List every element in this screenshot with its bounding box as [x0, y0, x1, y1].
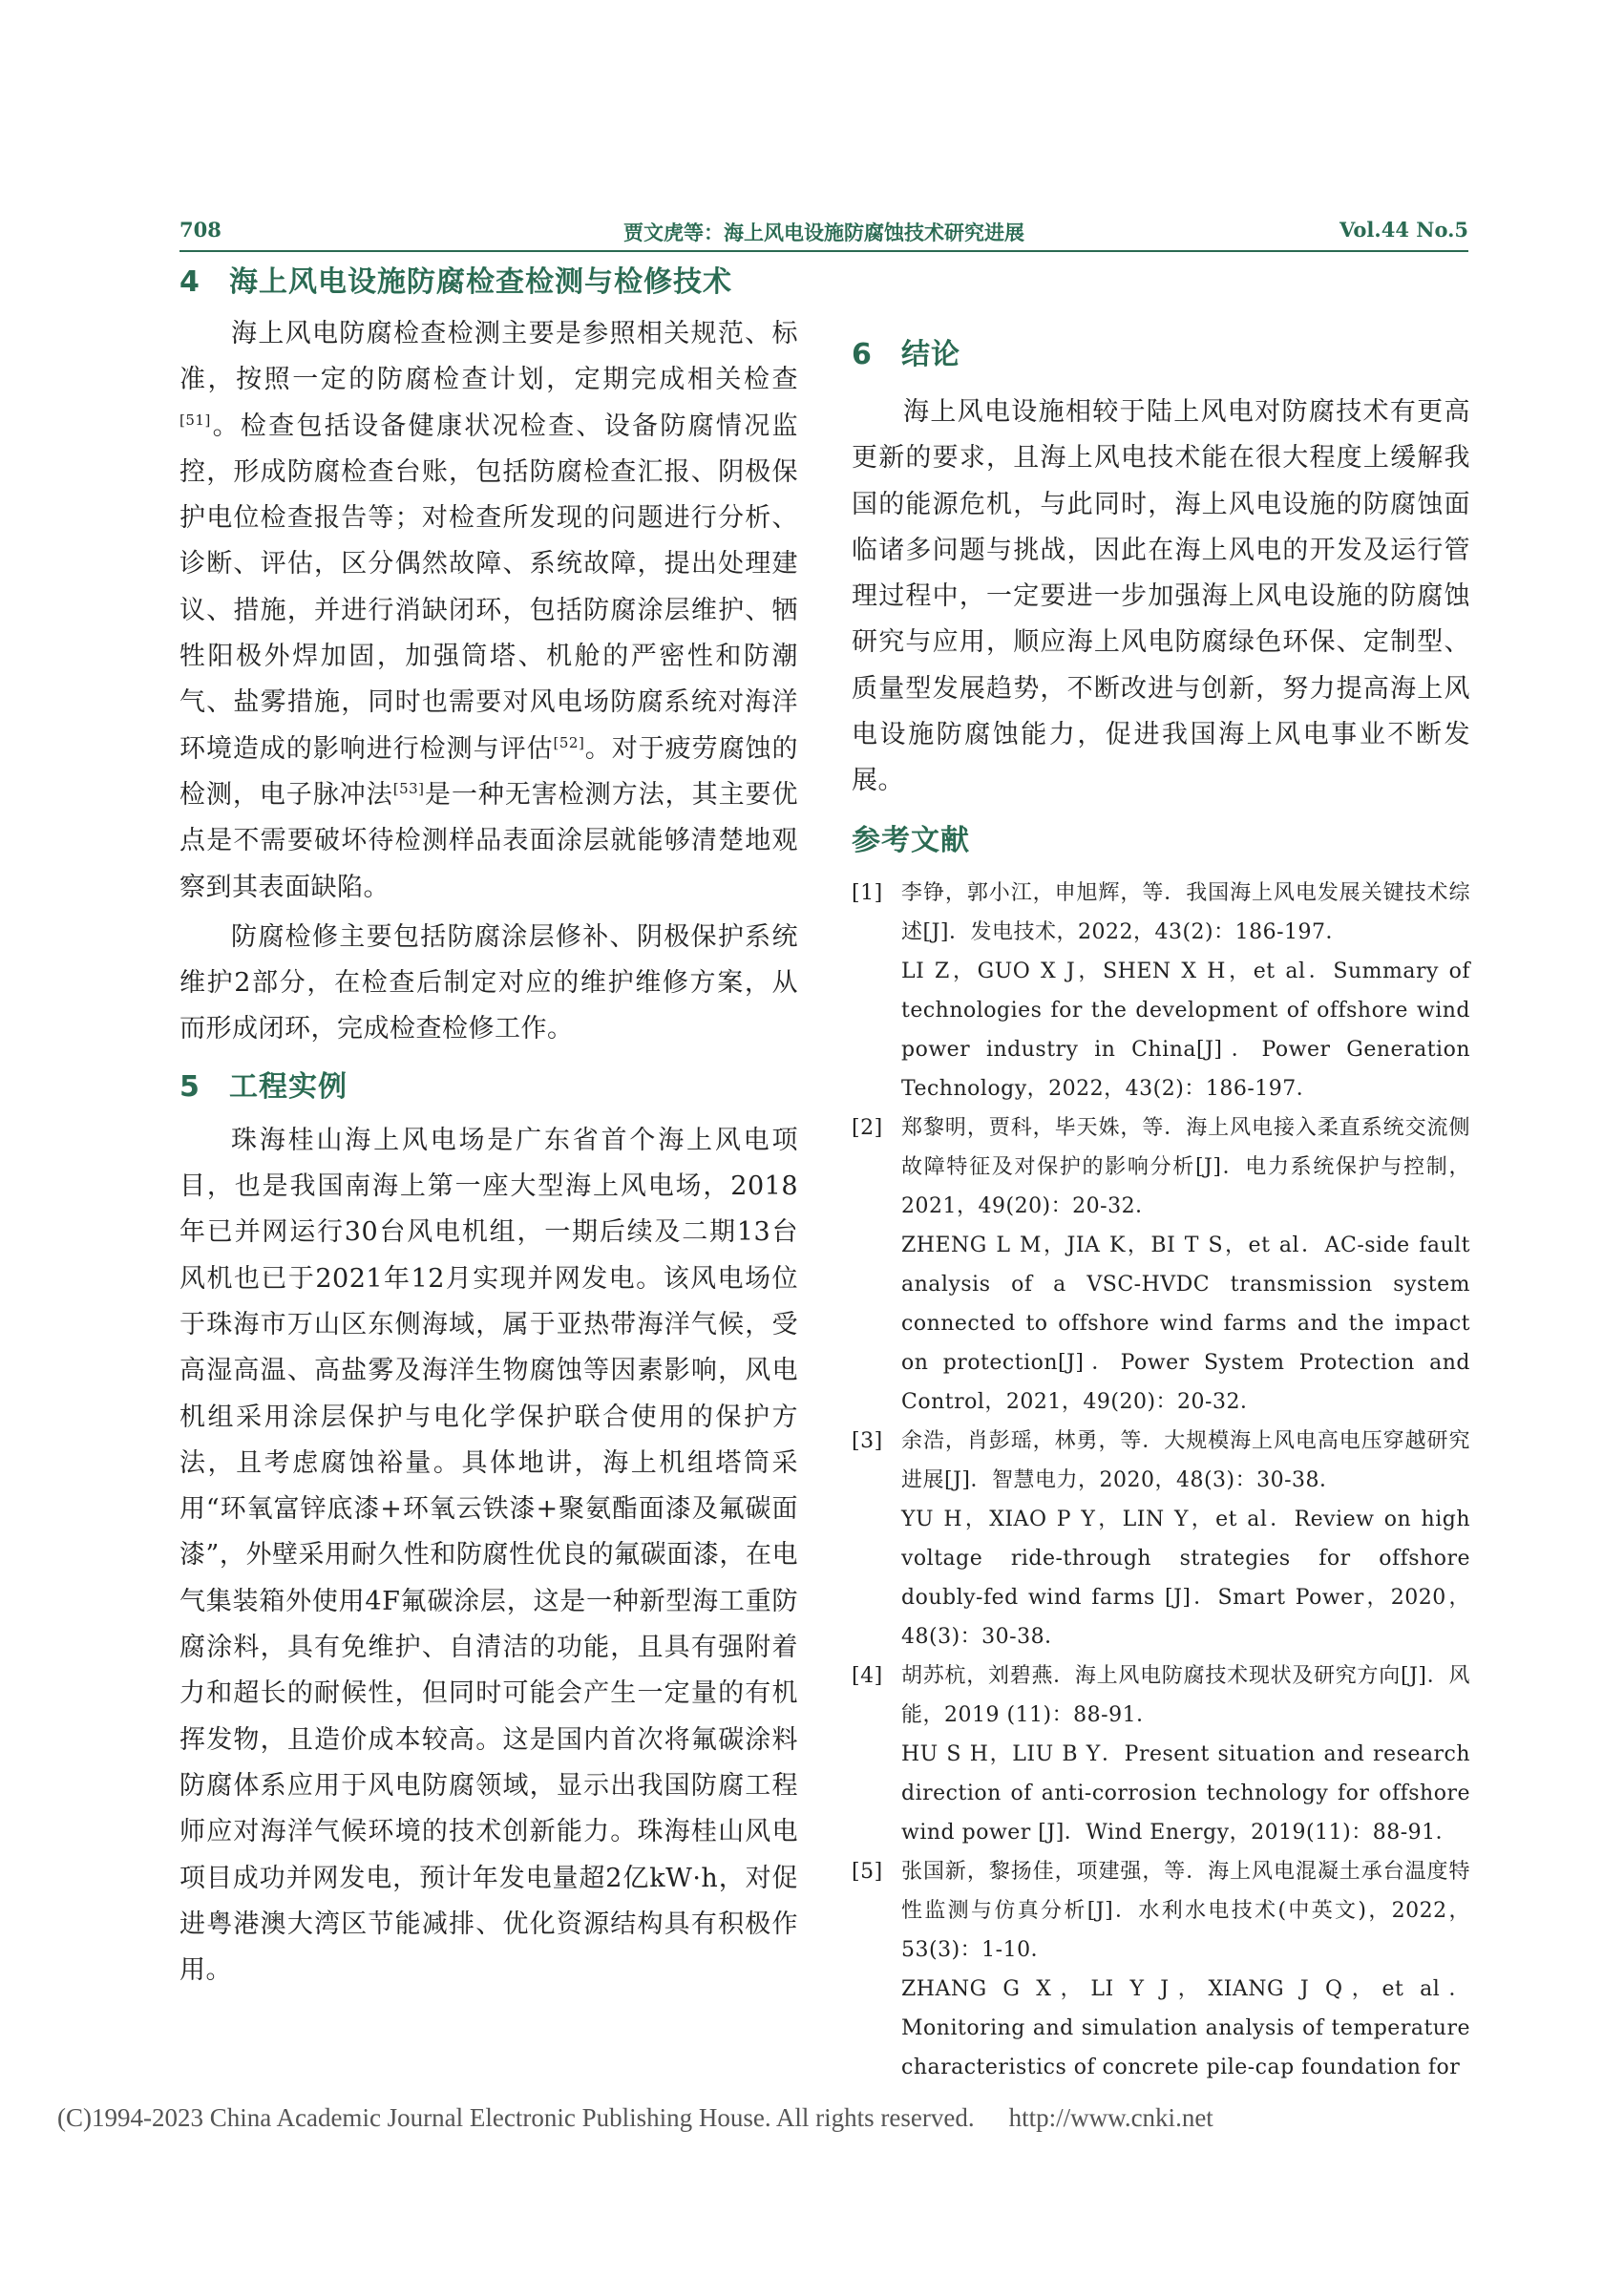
header-rule: [179, 250, 1468, 252]
left-column: [179, 260, 798, 1993]
right-column: [852, 306, 1470, 2087]
text-run: 。对于疲劳腐蚀的检测，电子脉冲法: [179, 733, 799, 810]
text-run: 。检查包括设备健康状况检查、设备防腐情况监控，形成防腐检查台账，包括防腐检查汇报、阴极保护电位检查报告等；对检查所发现的问题进行分析、诊断、评估，区分偶然故障、系统故障，提出处理建议、措施，并进行消缺闭环，包括防腐涂层维护、牺牲阳极外焊加固，加强筒塔、机舱的严密性和防潮气、盐雾措施，同时也需要对风电场防腐系统对海洋环境造成的影响进行检测与评估: [179, 411, 798, 764]
reference-number: [1]: [852, 880, 883, 905]
section-5-paragraph-1: 珠海桂山海上风电场是广东省首个海上风电项目，也是我国南海上第一座大型海上风电场，2018年已并网运行30台风电机组，一期后续及二期13台风机也已于2021年12月实现并网发电。该风电场位于珠海市万山区东侧海域，属于亚热带海洋气候，受高湿高温、高盐雾及海洋生物腐蚀等因素影响，风电机组采用涂层保护与电化学保护联合使用的保护方法，且考虑腐蚀裕量。具体地讲，海上机组塔筒采用“环氧富锌底漆+环氧云铁漆+聚氨酯面漆及氟碳面漆”，外壁采用耐久性和防腐性优良的氟碳面漆，在电气集装箱外使用4F氟碳涂层，这是一种新型海工重防腐涂料，具有免维护、自清洁的功能，且具有强附着力和超长的耐候性，但同时可能会产生一定量的有机挥发物，且造价成本较高。这是国内首次将氟碳涂料防腐体系应用于风电防腐领域，显示出我国防腐工程师应对海洋气候环境的技术创新能力。珠海桂山风电项目成功并网发电，预计年发电量超2亿kW·h，对促进粤港澳大湾区节能减排、优化资源结构具有积极作用。: [179, 1125, 798, 1986]
section-number: 6: [852, 338, 873, 371]
reference-number: [5]: [852, 1859, 883, 1884]
reference-english: ZHENG L M，JIA K，BI T S，et al．AC-side fault analysis of a VSC-HVDC transmission system connected to offshore wind farms and the impact on protection[J]．Power System Protection and Control，2021，49(20)：20-32．: [901, 1233, 1470, 1414]
section-number: 5: [179, 1069, 200, 1104]
reference-english: LI Z，GUO X J，SHEN X H，et al．Summary of technologies for the development of offshore wind power industry in China[J]．Power Generation Technology，2022，43(2)：186-197．: [901, 959, 1470, 1101]
reference-item: [852, 1422, 1470, 1656]
section-4-heading: [179, 260, 798, 306]
reference-item: [852, 1108, 1470, 1422]
running-title: 贾文虎等：海上风电设施防腐蚀技术研究进展: [623, 221, 1024, 244]
reference-item: [852, 1656, 1470, 1852]
section-6-heading: [852, 332, 1470, 378]
section-6-paragraph-1: 海上风电设施相较于陆上风电对防腐技术有更高更新的要求，且海上风电技术能在很大程度上缓解我国的能源危机，与此同时，海上风电设施的防腐蚀面临诸多问题与挑战，因此在海上风电的开发及运行管理过程中，一定要进一步加强海上风电设施的防腐蚀研究与应用，顺应海上风电防腐绿色环保、定制型、质量型发展趋势，不断改进与创新，努力提高海上风电设施防腐蚀能力，促进我国海上风电事业不断发展。: [852, 397, 1470, 796]
reference-chinese: 郑黎明，贾科，毕天姝，等．海上风电接入柔直系统交流侧故障特征及对保护的影响分析[J]．电力系统保护与控制，2021，49(20)：20-32．: [901, 1115, 1470, 1218]
volume-issue: Vol.44 No.5: [1339, 218, 1468, 242]
section-title: 工程实例: [229, 1069, 348, 1104]
citation[interactable]: [52]: [553, 733, 585, 751]
citation[interactable]: [51]: [179, 411, 211, 429]
reference-number: [3]: [852, 1428, 883, 1453]
reference-chinese: 张国新，黎扬佳，项建强，等．海上风电混凝土承台温度特性监测与仿真分析[J]．水利水电技术(中英文)，2022，53(3)：1-10．: [901, 1859, 1470, 1962]
reference-number: [4]: [852, 1663, 883, 1688]
references-heading: 参考文献: [852, 823, 970, 857]
copyright-notice: (C)1994-2023 China Academic Journal Electronic Publishing House. All rights reserved.: [57, 2103, 975, 2132]
page-number: 708: [179, 218, 221, 242]
reference-number: [2]: [852, 1115, 883, 1140]
running-header: [179, 210, 1468, 248]
text-run: 是一种无害检测方法，其主要优点是不需要破坏待检测样品表面涂层就能够清楚地观察到其表面缺陷。: [179, 779, 799, 902]
text-run: 海上风电防腐检查检测主要是参照相关规范、标准，按照一定的防腐检查计划，定期完成相关检查: [179, 319, 798, 395]
section-4-paragraph-1: [179, 311, 798, 911]
reference-english: YU H，XIAO P Y，LIN Y，et al．Review on high voltage ride-through strategies for offshore doubly-fed wind farms [J]．Smart Power，2020，48(3)：30-38．: [901, 1507, 1470, 1649]
section-title: 海上风电设施防腐检查检测与检修技术: [229, 265, 732, 299]
reference-item: [852, 874, 1470, 1108]
reference-chinese: 余浩，肖彭瑶，林勇，等．大规模海上风电高电压穿越研究进展[J]．智慧电力，2020，48(3)：30-38．: [901, 1428, 1470, 1492]
citation[interactable]: [53]: [392, 779, 425, 797]
section-number: 4: [179, 265, 200, 299]
reference-item: [852, 1852, 1470, 2087]
reference-english: HU S H，LIU B Y．Present situation and research direction of anti-corrosion technology for offshore wind power [J]．Wind Energy，2019(11)：88-91．: [901, 1741, 1470, 1845]
section-title: 结论: [901, 338, 960, 371]
footer-url[interactable]: http://www.cnki.net: [1008, 2103, 1213, 2132]
section-5-heading: [179, 1065, 798, 1110]
page-footer: [57, 2103, 1585, 2133]
section-4-paragraph-2: 防腐检修主要包括防腐涂层修补、阴极保护系统维护2部分，在检查后制定对应的维护维修方案，从而形成闭环，完成检查检修工作。: [179, 921, 798, 1044]
reference-list: [852, 874, 1470, 2087]
reference-chinese: 胡苏杭，刘碧燕．海上风电防腐技术现状及研究方向[J]．风能，2019 (11)：88-91．: [901, 1663, 1470, 1727]
reference-chinese: 李铮，郭小江，申旭辉，等．我国海上风电发展关键技术综述[J]．发电技术，2022，43(2)：186-197．: [901, 880, 1470, 944]
reference-english: ZHANG G X，LI Y J，XIANG J Q，et al．Monitoring and simulation analysis of temperature characteristics of concrete pile-cap foundation for: [901, 1976, 1470, 2079]
